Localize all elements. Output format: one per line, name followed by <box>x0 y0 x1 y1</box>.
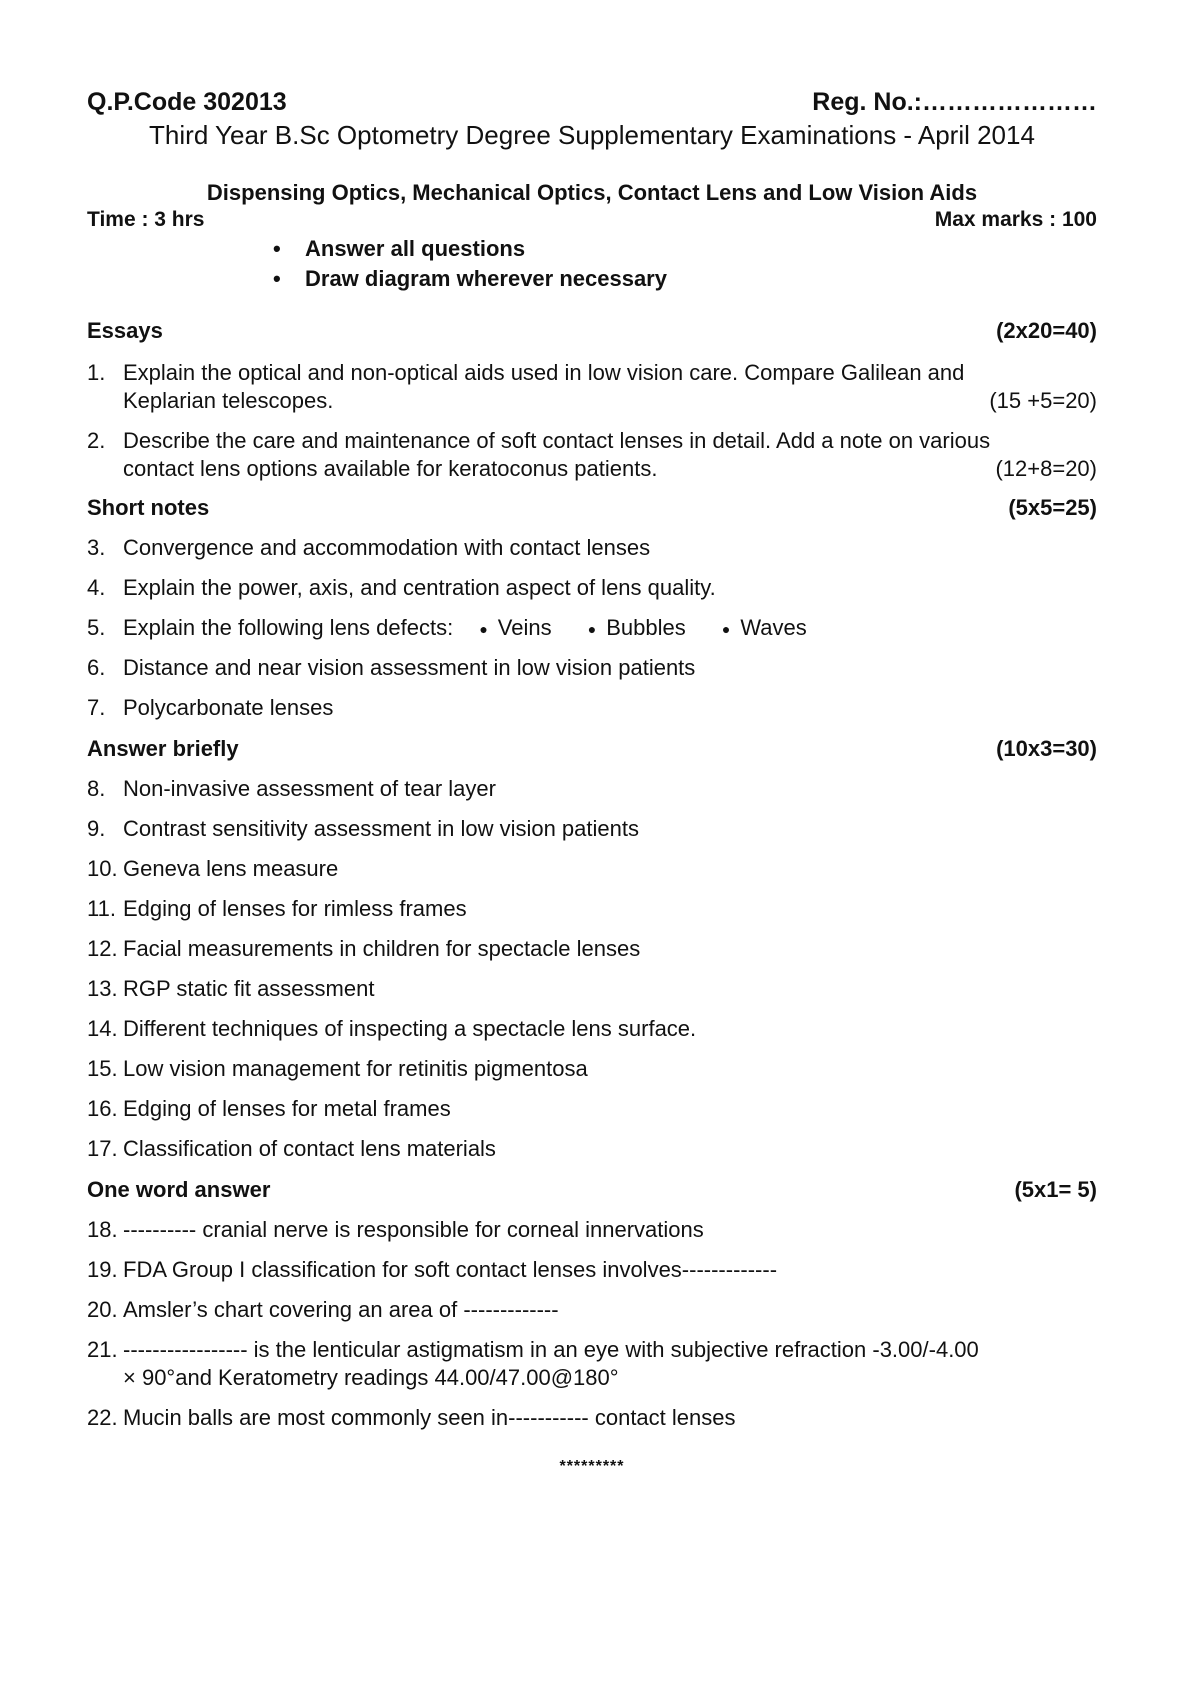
instruction-item: • Answer all questions <box>273 236 526 261</box>
question-number: 7. <box>87 695 106 720</box>
bullet-icon: ● <box>479 621 488 638</box>
question-number: 6. <box>87 655 106 680</box>
question-number: 3. <box>87 535 106 560</box>
section-marks: (5x5=25) <box>1008 495 1097 520</box>
question-number: 20. <box>87 1297 118 1322</box>
question-number: 16. <box>87 1096 118 1121</box>
question-text: Convergence and accommodation with contact lenses <box>123 535 651 560</box>
question-text: ----------------- is the lenticular astigmatism in an eye with subjective refraction -3.00/-4.00 <box>123 1337 979 1362</box>
defect-item: Veins <box>497 615 552 640</box>
question-number: 19. <box>87 1257 118 1282</box>
question-text: Amsler’s chart covering an area of ------------- <box>123 1297 559 1322</box>
question-number: 2. <box>87 428 106 453</box>
bullet-icon: ● <box>587 621 597 638</box>
question-text: Edging of lenses for rimless frames <box>123 896 467 921</box>
question-marks: (12+8=20) <box>995 456 1097 481</box>
question-text-cont: × 90°and Keratometry readings 44.00/47.00@180° <box>123 1365 619 1390</box>
question-text: Edging of lenses for metal frames <box>123 1096 451 1121</box>
question-number: 1. <box>87 360 106 385</box>
question-number: 8. <box>87 776 106 801</box>
instruction-item: • Draw diagram wherever necessary <box>273 266 667 291</box>
question-number: 4. <box>87 575 106 600</box>
defect-item: Bubbles <box>606 615 686 640</box>
section-marks: (5x1= 5) <box>1014 1177 1097 1202</box>
question-number: 12. <box>87 936 118 961</box>
question-text: Different techniques of inspecting a spectacle lens surface. <box>123 1016 697 1041</box>
time-allowed: Time : 3 hrs <box>87 208 205 231</box>
question-text: Contrast sensitivity assessment in low vision patients <box>123 816 639 841</box>
section-title: Essays <box>87 318 163 343</box>
section-one-word <box>87 1177 1097 1203</box>
question-text: Non-invasive assessment of tear layer <box>123 776 496 801</box>
question-number: 21. <box>87 1337 118 1362</box>
end-marker: ********* <box>559 1458 625 1475</box>
section-marks: (2x20=40) <box>996 318 1097 343</box>
bullet-icon: ● <box>721 621 731 638</box>
section-title: Short notes <box>87 495 210 520</box>
bullet-icon: • <box>273 266 281 291</box>
question-text: Explain the optical and non-optical aids used in low vision care. Compare Galilean and <box>123 360 965 385</box>
question-number: 11. <box>87 896 116 921</box>
question-number: 14. <box>87 1016 118 1041</box>
section-short-notes <box>87 495 1097 521</box>
question-text: ---------- cranial nerve is responsible for corneal innervations <box>123 1217 704 1242</box>
course-title: Dispensing Optics, Mechanical Optics, Contact Lens and Low Vision Aids <box>206 180 978 205</box>
question-marks: (15 +5=20) <box>989 388 1097 413</box>
bullet-icon: • <box>273 236 281 261</box>
question-number: 9. <box>87 816 106 841</box>
question-text-cont: Keplarian telescopes. <box>123 388 334 413</box>
max-marks: Max marks : 100 <box>934 208 1097 231</box>
question-text: Polycarbonate lenses <box>123 695 334 720</box>
question-number: 22. <box>87 1405 118 1430</box>
reg-no: Reg. No.:………………… <box>812 88 1097 116</box>
section-essays <box>87 318 1097 344</box>
section-title: One word answer <box>87 1177 271 1202</box>
question-text: Mucin balls are most commonly seen in----------- contact lenses <box>123 1405 736 1430</box>
question-text: Geneva lens measure <box>123 856 339 881</box>
question-text: Distance and near vision assessment in low vision patients <box>123 655 696 680</box>
section-title: Answer briefly <box>87 736 239 761</box>
question-text: RGP static fit assessment <box>123 976 375 1001</box>
question-text: Explain the power, axis, and centration aspect of lens quality. <box>123 575 716 600</box>
question-text-cont: contact lens options available for keratoconus patients. <box>123 456 658 481</box>
question-text: Describe the care and maintenance of soft contact lenses in detail. Add a note on various <box>123 428 991 453</box>
defect-item: Waves <box>740 615 807 640</box>
question-text: Classification of contact lens materials <box>123 1136 496 1161</box>
question-text: Low vision management for retinitis pigmentosa <box>123 1056 588 1081</box>
question-text: FDA Group I classification for soft contact lenses involves------------- <box>123 1257 778 1282</box>
section-answer-briefly <box>87 736 1097 762</box>
qp-code: Q.P.Code 302013 <box>87 88 287 116</box>
question-text: Explain the following lens defects: ● Veins ● Bubbles ● Waves <box>123 614 1097 643</box>
question-number: 18. <box>87 1217 118 1242</box>
question-text: Facial measurements in children for spectacle lenses <box>123 936 641 961</box>
exam-title: Third Year B.Sc Optometry Degree Supplementary Examinations - April 2014 <box>149 120 1035 150</box>
question-number: 15. <box>87 1056 118 1081</box>
question-number: 13. <box>87 976 118 1001</box>
question-number: 10. <box>87 856 118 881</box>
question-number: 5. <box>87 615 106 640</box>
question-number: 17. <box>87 1136 118 1161</box>
section-marks: (10x3=30) <box>996 736 1097 761</box>
